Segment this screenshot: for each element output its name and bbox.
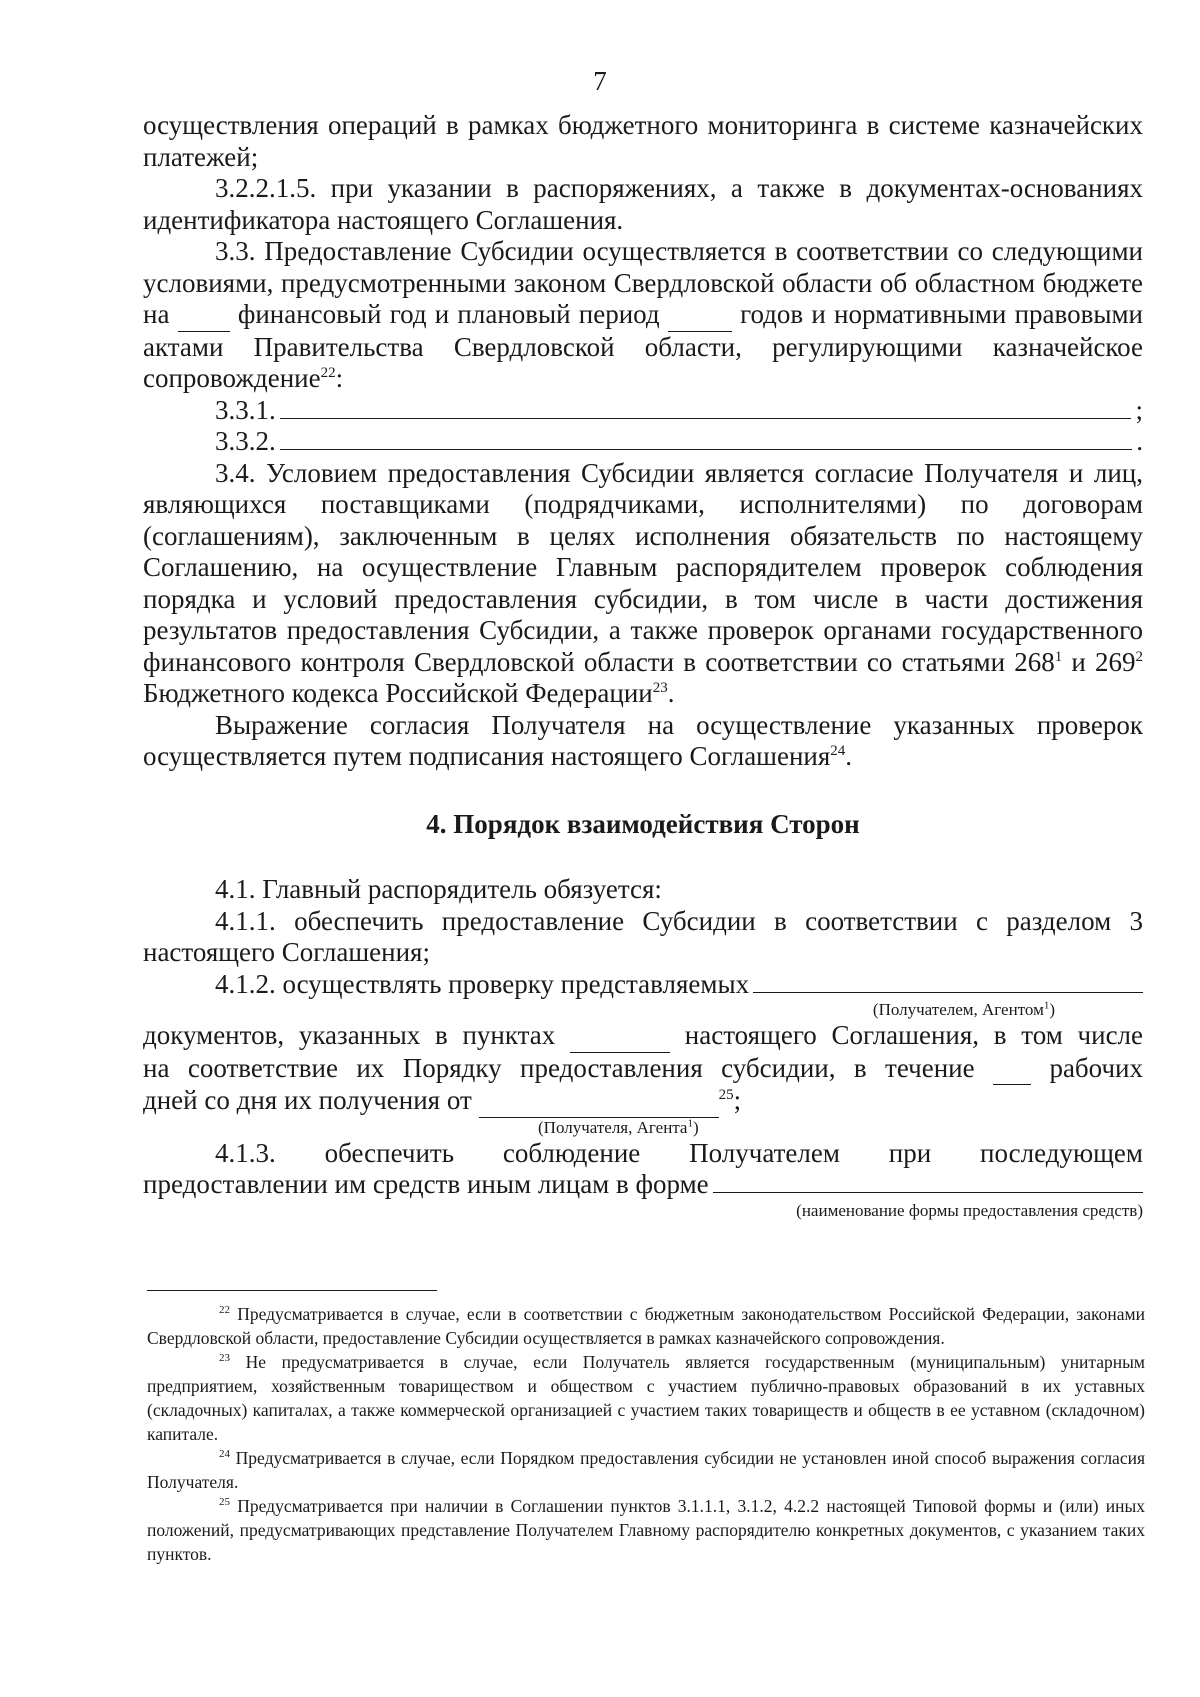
document-body	[143, 110, 1143, 1221]
paragraph-4-1-2-text-c: настоящего Соглашения, в том числе	[684, 1020, 1144, 1050]
paragraph-3-3-text-a: 3.3. Предоставление Субсидии осуществляется в соответствии со следующими условиями, предусмотренными законом Свердловской области об областном бюджете на	[143, 236, 1143, 329]
footnote-23-text: Не предусматривается в случае, если Получатель является государственным (муниципальным) унитарным предприятием, хозяйственным товариществом и обществом с участием публично-правовых образований в их уставных (складочных) капиталах, а также коммерческой организацией с участием таких товариществ и обществ в ее уставном (складочном) капитале.	[147, 1352, 1145, 1444]
paragraph-3-2-2-1-5: 3.2.2.1.5. при указании в распоряжениях, а также в документах-основаниях идентификатора настоящего Соглашения.	[143, 173, 1143, 235]
footnote-22-text: Предусматривается в случае, если в соответствии с бюджетным законодательством Российской Федерации, законами Свердловской области, предоставление Субсидии осуществляется в рамках казначейского сопровождения.	[147, 1304, 1145, 1348]
footnote-ref-23: 23	[652, 680, 668, 696]
footnote-23	[147, 1350, 1145, 1446]
footnote-22	[147, 1302, 1145, 1350]
paragraph-3-4-text-c: Бюджетного кодекса Российской Федерации	[143, 678, 653, 708]
paragraph-3-3-text-b: финансовый год и плановый период	[237, 299, 660, 329]
paragraph-4-1-2-text-a: 4.1.2. осуществлять проверку представляемых	[215, 968, 750, 999]
paragraph-3-3	[143, 236, 1143, 395]
superscript-269-2: 2	[1135, 648, 1144, 665]
paragraph-4-1-2-line2	[143, 1020, 1143, 1053]
section-heading: 4. Порядок взаимодействия Сторон	[426, 808, 860, 839]
caption-recipient-agent-genitive	[143, 1118, 1143, 1138]
paragraph-consent-end: .	[845, 741, 853, 771]
footnote-23-number: 23	[219, 1352, 230, 1365]
blank-form-of-provision	[713, 1170, 1143, 1193]
caption-recipient-agent-genitive-end: )	[692, 1117, 699, 1137]
paragraph-consent	[143, 710, 1143, 773]
blank-planning-period	[668, 299, 732, 332]
paragraph-4-1-2-line3	[143, 1053, 1143, 1086]
blank-received-from	[479, 1085, 719, 1118]
paragraph-4-1-2-line1	[143, 969, 1143, 1001]
page-number: 7	[593, 66, 607, 96]
paragraph-consent-text: Выражение согласия Получателя на осуществление указанных проверок осуществляется путем подписания настоящего Соглашения	[143, 709, 1143, 771]
item-3-3-1-label: 3.3.1.	[215, 394, 276, 425]
paragraph-3-3-text-c: годов и нормативными правовыми актами Правительства Свердловской области, регулирующими казначейское сопровождение	[143, 299, 1143, 393]
footnote-25	[147, 1494, 1145, 1566]
blank-recipient-agent	[753, 970, 1143, 993]
paragraph-4-1-2-text-b: документов, указанных в пунктах	[143, 1020, 556, 1050]
paragraph-3-4-text-a: 3.4. Условием предоставления Субсидии является согласие Получателя и лиц, являющихся поставщиками (подрядчиками, исполнителями) по договорам (соглашениям), заключенным в целях исполнения обязательств по настоящему Соглашению, на осуществление Главным распорядителем проверок соблюдения порядка и условий предоставления субсидии, в том числе в части достижения результатов предоставления Субсидии, а также проверок органами государственного финансового контроля Свердловской области в соответствии со статьями 268	[143, 457, 1143, 677]
footnote-ref-25: 25	[718, 1087, 734, 1103]
paragraph-3-3-end: :	[335, 363, 344, 393]
item-3-3-1-blank	[280, 396, 1132, 419]
paragraph-4-1-3-text-b: предоставлении им средств иным лицам в форме	[143, 1169, 709, 1199]
blank-budget-year	[178, 299, 230, 332]
item-3-3-2-blank	[280, 427, 1133, 450]
paragraph-4-1-2-line4	[143, 1085, 1143, 1118]
item-3-3-1-end: ;	[1135, 394, 1143, 425]
footnote-24	[147, 1446, 1145, 1494]
caption-recipient-agent	[143, 1000, 1143, 1020]
item-3-3-2-label: 3.3.2.	[215, 426, 276, 456]
footnote-ref-24: 24	[830, 743, 846, 759]
item-3-3-1	[143, 395, 1143, 427]
superscript-268-1: 1	[1054, 648, 1063, 665]
caption-recipient-agent-text: (Получателем, Агентом	[872, 1000, 1044, 1019]
paragraph-3-4-end: .	[667, 678, 675, 708]
paragraph-3-4	[143, 458, 1143, 710]
paragraph-4-1-3-line1: 4.1.3. обеспечить соблюдение Получателем при последующем	[215, 1137, 1143, 1168]
blank-points	[570, 1020, 670, 1053]
paragraph-4-1-2-text-d: на соответствие их Порядку предоставления субсидии, в течение	[143, 1052, 975, 1083]
paragraph-4-1-2-end: ;	[733, 1085, 742, 1115]
paragraph-4-1-2-text-e: рабочих	[1049, 1052, 1144, 1083]
footnote-22-number: 22	[219, 1304, 230, 1317]
paragraph-4-1: 4.1. Главный распорядитель обязуется:	[215, 874, 662, 904]
paragraph-4-1-1: 4.1.1. обеспечить предоставление Субсидии в соответствии с разделом 3 настоящего Соглашения;	[143, 905, 1143, 967]
paragraph-p1: осуществления операций в рамках бюджетного мониторинга в системе казначейских платежей;	[143, 110, 1143, 172]
caption-recipient-agent-genitive-text: (Получателя, Агента	[538, 1117, 688, 1137]
footnotes	[147, 1302, 1145, 1566]
caption-recipient-agent-end: )	[1049, 1000, 1055, 1019]
item-3-3-2	[143, 426, 1143, 458]
footnote-24-number: 24	[219, 1448, 230, 1461]
caption-recipient-agent-genitive-sup: 1	[687, 1116, 693, 1129]
paragraph-3-4-text-b: и 269	[1062, 646, 1136, 677]
paragraph-4-1-2-text-f: дней со дня их получения от	[143, 1085, 472, 1115]
footnote-separator	[147, 1290, 437, 1291]
footnote-24-text: Предусматривается в случае, если Порядком предоставления субсидии не установлен иной способ выражения согласия Получателя.	[147, 1448, 1146, 1492]
caption-recipient-agent-sup: 1	[1043, 999, 1050, 1012]
footnote-ref-22: 22	[320, 365, 336, 381]
footnote-25-text: Предусматривается при наличии в Соглашении пунктов 3.1.1.1, 3.1.2, 4.2.2 настоящей Типовой формы и (или) иных положений, предусматривающих представление Получателем Главному распорядителю конкретных документов, с указанием таких пунктов.	[147, 1496, 1145, 1564]
footnote-25-number: 25	[219, 1496, 230, 1509]
caption-form-of-provision: (наименование формы предоставления средств)	[796, 1200, 1143, 1220]
item-3-3-2-end: .	[1136, 426, 1143, 456]
blank-working-days	[993, 1053, 1031, 1086]
paragraph-4-1-3-line2	[143, 1169, 1143, 1201]
